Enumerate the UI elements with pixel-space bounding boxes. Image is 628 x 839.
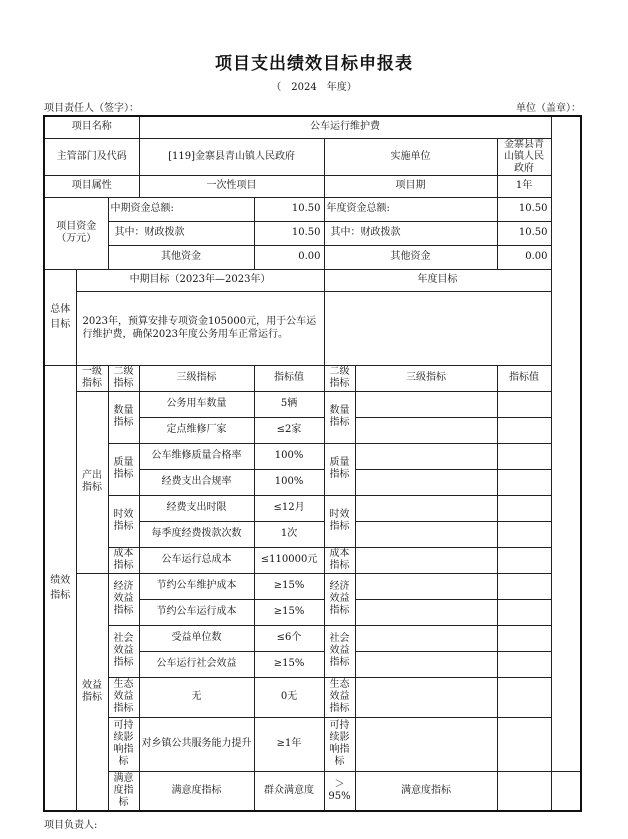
level2-quantity: 数量指标 (108, 391, 139, 443)
level3-cell: 定点维修厂家 (139, 417, 254, 443)
value-cell: ≥15% (254, 599, 324, 625)
table-row (44, 495, 581, 521)
funds-label: 项目资金（万元） (44, 197, 108, 269)
unit-seal-label: 单位（盖章）： (516, 103, 581, 114)
right-level3-cell (355, 599, 497, 625)
right-value-cell (497, 547, 551, 573)
right-level3-cell (355, 495, 497, 521)
mid-total-label: 中期资金总额: (108, 197, 254, 221)
value-cell: ≤12月 (254, 495, 324, 521)
row-goals-text (44, 291, 581, 365)
value-cell: ≥15% (254, 573, 324, 599)
right-level2-economic: 经济效益指标 (324, 573, 355, 625)
row-attribute (44, 175, 581, 197)
level3-cell: 节约公车维护成本 (139, 573, 254, 599)
right-level2-cost: 成本指标 (324, 547, 355, 573)
right-level3-cell (497, 771, 551, 811)
col-level2-right: 二级指标 (324, 365, 355, 391)
right-level2-satisfaction: 满意度指标 (355, 771, 497, 811)
col-value-right: 指标值 (497, 365, 551, 391)
value-cell: ≤2家 (254, 417, 324, 443)
row-department (44, 138, 581, 175)
row-project-name (44, 116, 581, 138)
right-value-cell (551, 771, 581, 811)
col-level3-right: 三级指标 (355, 365, 497, 391)
right-value-cell (497, 599, 551, 625)
mid-fiscal-label: 其中：财政拨款 (108, 221, 254, 245)
value-cell: 1次 (254, 521, 324, 547)
table-row (44, 717, 581, 771)
right-level3-cell (355, 651, 497, 677)
right-level2-sustainable: 可持续影响指标 (324, 717, 355, 771)
attribute-value: 一次性项目 (139, 175, 324, 197)
table-row (44, 625, 581, 651)
year-goal-text (324, 291, 551, 365)
level2-sustainable: 可持续影响指标 (108, 717, 139, 771)
table-row (44, 677, 581, 717)
level3-cell: 群众满意度 (254, 771, 324, 811)
mid-goal-header: 中期目标（2023年—2023年） (76, 269, 324, 291)
level3-cell: 公车运行社会效益 (139, 651, 254, 677)
row-goals-header (44, 269, 581, 291)
level3-cell: 经费支出合规率 (139, 469, 254, 495)
attribute-label: 项目属性 (44, 175, 139, 197)
performance-form-table (43, 115, 582, 812)
value-cell: ≤6个 (254, 625, 324, 651)
overall-goal-label: 总体目标 (44, 269, 76, 365)
level3-cell: 每季度经费拨款次数 (139, 521, 254, 547)
right-value-cell (497, 677, 551, 717)
value-cell: 5辆 (254, 391, 324, 417)
right-level3-cell (355, 469, 497, 495)
right-level3-cell (355, 547, 497, 573)
project-name-label: 项目名称 (44, 116, 139, 138)
right-level3-cell (355, 573, 497, 599)
value-cell: ≤110000元 (254, 547, 324, 573)
right-level2-ecological: 生态效益指标 (324, 677, 355, 717)
level2-cost: 成本指标 (108, 547, 139, 573)
year-fiscal-label: 其中：财政拨款 (324, 221, 497, 245)
right-level3-cell (355, 521, 497, 547)
col-level2: 二级指标 (108, 365, 139, 391)
performance-indicator-label: 绩效指标 (44, 365, 76, 811)
right-level3-cell (355, 391, 497, 417)
row-funds-total (44, 197, 581, 221)
col-level1: 一级指标 (76, 365, 108, 391)
level3-cell: 公车运行总成本 (139, 547, 254, 573)
year-other-value: 0.00 (497, 245, 551, 269)
row-funds-fiscal (44, 221, 581, 245)
right-level3-cell (355, 677, 497, 717)
period-value: 1年 (497, 175, 551, 197)
value-cell: 100% (254, 469, 324, 495)
right-level3-cell (355, 443, 497, 469)
level2-ecological: 生态效益指标 (108, 677, 139, 717)
year-goal-header: 年度目标 (324, 269, 551, 291)
mid-total-value: 10.50 (254, 197, 324, 221)
right-level3-cell (355, 417, 497, 443)
level2-economic: 经济效益指标 (108, 573, 139, 625)
level3-cell: 公车维修质量合格率 (139, 443, 254, 469)
impl-unit-label: 实施单位 (324, 138, 497, 175)
row-indicator-header (44, 365, 581, 391)
year-line: （ 2024 年度） (271, 82, 357, 93)
department-label: 主管部门及代码 (44, 138, 139, 175)
right-value-cell (497, 469, 551, 495)
effect-indicator-label: 效益指标 (76, 573, 108, 811)
right-level2-quantity: 数量指标 (324, 391, 355, 443)
value-cell: ≥1年 (254, 717, 324, 771)
level3-cell: 公务用车数量 (139, 391, 254, 417)
mid-other-label: 其他资金 (108, 245, 254, 269)
footer-responsible-label: 项目负责人: (44, 820, 98, 831)
level3-cell: 对乡镇公共服务能力提升 (139, 717, 254, 771)
col-value: 指标值 (254, 365, 324, 391)
right-level3-cell (355, 717, 497, 771)
right-level2-timeliness: 时效指标 (324, 495, 355, 547)
right-value-cell (497, 391, 551, 417)
satisfaction-level1: 满意度指标 (108, 771, 139, 811)
level3-cell: 受益单位数 (139, 625, 254, 651)
right-value-cell (497, 495, 551, 521)
right-value-cell (497, 443, 551, 469)
right-level3-cell (355, 625, 497, 651)
right-value-cell (497, 521, 551, 547)
right-value-cell (497, 651, 551, 677)
impl-unit-value: 金寨县青山镇人民政府 (497, 138, 551, 175)
right-value-cell (497, 717, 551, 771)
responsible-signature-label: 项目责任人（签字）： (44, 103, 139, 114)
mid-fiscal-value: 10.50 (254, 221, 324, 245)
year-total-value: 10.50 (497, 197, 551, 221)
right-level2-social: 社会效益指标 (324, 625, 355, 677)
level3-cell: 无 (139, 677, 254, 717)
level2-timeliness: 时效指标 (108, 495, 139, 547)
table-row (44, 573, 581, 599)
page-title: 项目支出绩效目标申报表 (215, 54, 413, 74)
period-label: 项目期 (324, 175, 497, 197)
level2-social: 社会效益指标 (108, 625, 139, 677)
mid-goal-text: 2023年，预算安排专项资金105000元，用于公车运行维护费，确保2023年度公务用车正常运行。 (76, 291, 324, 365)
col-level3: 三级指标 (139, 365, 254, 391)
mid-other-value: 0.00 (254, 245, 324, 269)
table-row (44, 547, 581, 573)
right-level2-quality: 质量指标 (324, 443, 355, 495)
year-other-label: 其他资金 (324, 245, 497, 269)
year-fiscal-value: 10.50 (497, 221, 551, 245)
level3-cell: 经费支出时限 (139, 495, 254, 521)
table-row (44, 391, 581, 417)
year-total-label: 年度资金总额: (324, 197, 497, 221)
value-cell: ≥15% (254, 651, 324, 677)
level2-quality: 质量指标 (108, 443, 139, 495)
right-value-cell (497, 625, 551, 651)
right-value-cell (497, 417, 551, 443)
value-cell: 0无 (254, 677, 324, 717)
department-value: [119]金寨县青山镇人民政府 (139, 138, 324, 175)
level2-satisfaction: 满意度指标 (139, 771, 254, 811)
value-cell: ＞95% (324, 771, 355, 811)
table-row (44, 771, 581, 811)
project-name-value: 公车运行维护费 (139, 116, 551, 138)
right-value-cell (497, 573, 551, 599)
row-funds-other (44, 245, 581, 269)
table-row (44, 443, 581, 469)
level3-cell: 节约公车运行成本 (139, 599, 254, 625)
output-indicator-label: 产出指标 (76, 391, 108, 573)
value-cell: 100% (254, 443, 324, 469)
